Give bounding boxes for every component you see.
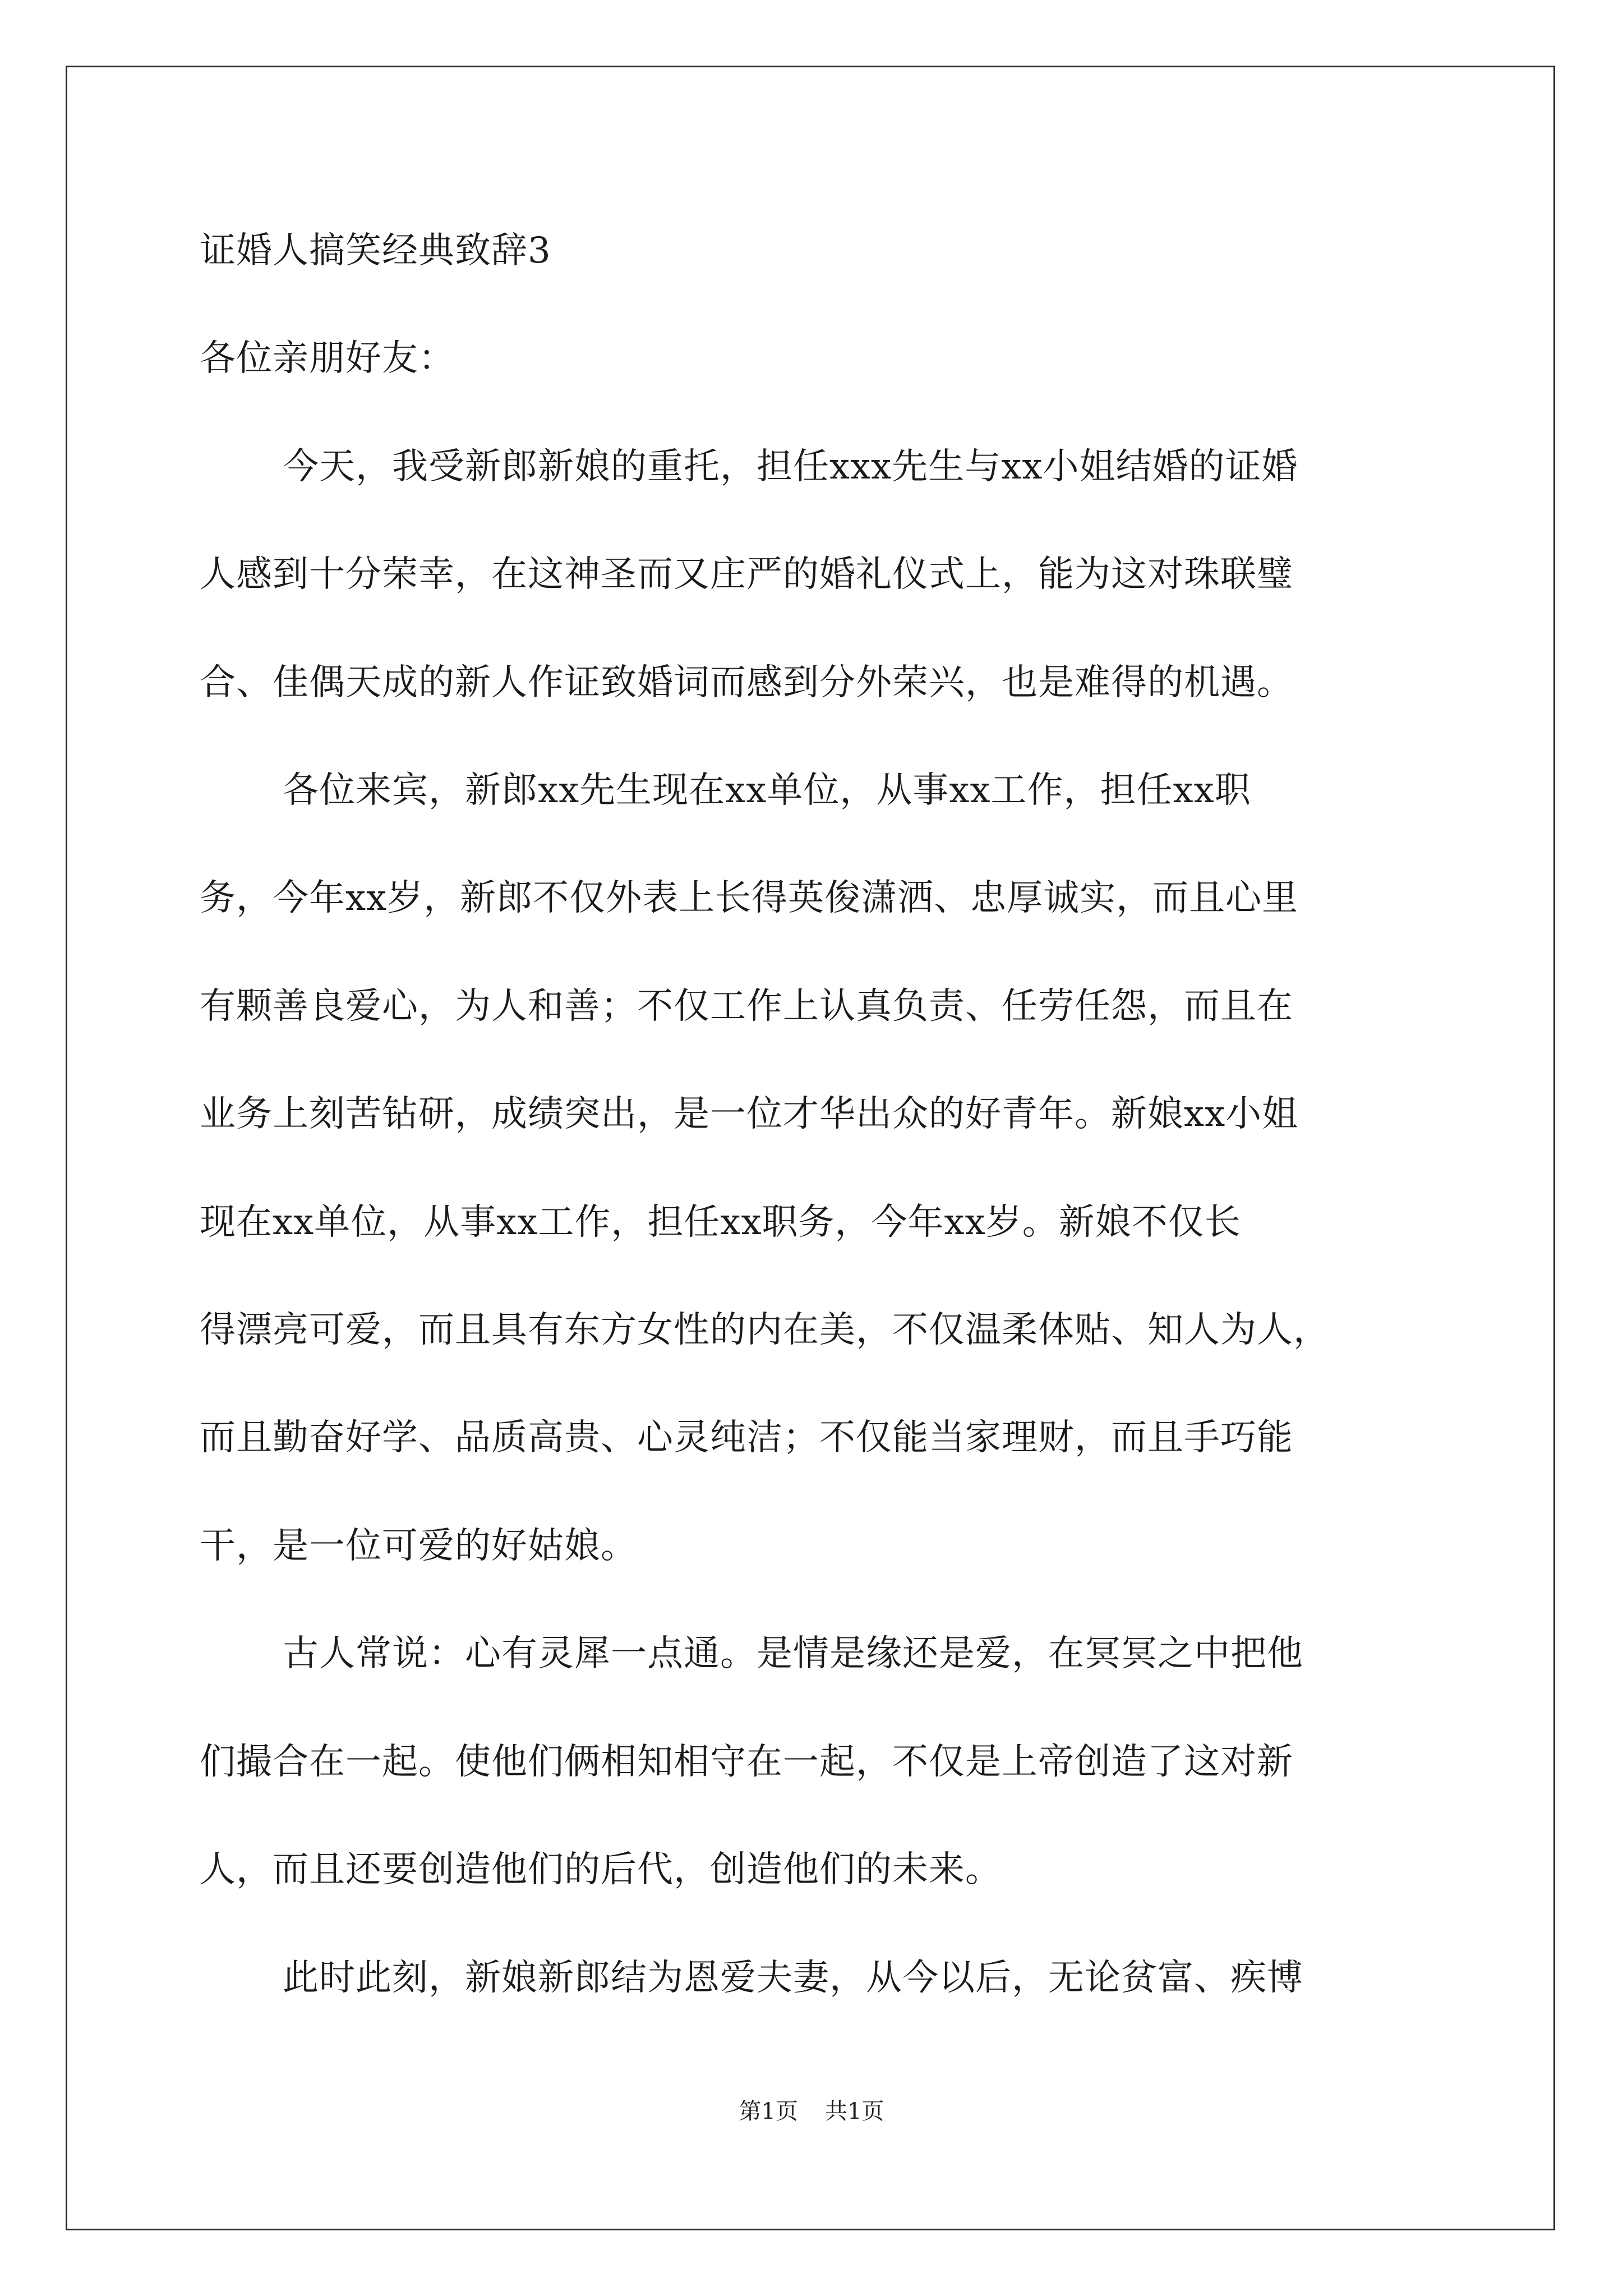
page-number: 第1页: [739, 2099, 798, 2124]
greeting: 各位亲朋好友：: [200, 338, 455, 379]
paragraph-2-line-3: 有颗善良爱心，为人和善；不仅工作上认真负责、任劳任怨，而且在: [200, 986, 1293, 1027]
paragraph-2-line-7: 而且勤奋好学、品质高贵、心灵纯洁；不仅能当家理财，而且手巧能: [200, 1417, 1293, 1458]
page-footer: [0, 2100, 1623, 2123]
paragraph-1-line-1: 今天，我受新郎新娘的重托，担任xxx先生与xx小姐结婚的证婚: [283, 446, 1298, 487]
paragraph-3-line-3: 人，而且还要创造他们的后代，创造他们的未来。: [200, 1849, 1002, 1890]
paragraph-2-line-4: 业务上刻苦钻研，成绩突出，是一位才华出众的好青年。新娘xx小姐: [200, 1093, 1299, 1135]
paragraph-1-line-2: 人感到十分荣幸，在这神圣而又庄严的婚礼仪式上，能为这对珠联璧: [200, 554, 1293, 595]
paragraph-2-line-5: 现在xx单位，从事xx工作，担任xx职务，今年xx岁。新娘不仅长: [200, 1202, 1241, 1243]
document-title: 证婚人搞笑经典致辞3: [200, 230, 551, 272]
paragraph-3-line-2: 们撮合在一起。使他们俩相知相守在一起，不仅是上帝创造了这对新: [200, 1741, 1293, 1783]
paragraph-2-line-8: 干，是一位可爱的好姑娘。: [200, 1525, 637, 1567]
paragraph-2-line-2: 务，今年xx岁，新郎不仅外表上长得英俊潇洒、忠厚诚实，而且心里: [200, 877, 1299, 919]
paragraph-2-line-6: 得漂亮可爱，而且具有东方女性的内在美，不仅温柔体贴、知人为人，: [200, 1309, 1330, 1351]
paragraph-1-line-3: 合、佳偶天成的新人作证致婚词而感到分外荣兴，也是难得的机遇。: [200, 662, 1293, 703]
paragraph-4-line-1: 此时此刻，新娘新郎结为恩爱夫妻，从今以后，无论贫富、疾博: [283, 1957, 1303, 1999]
paragraph-2-line-1: 各位来宾，新郎xx先生现在xx单位，从事xx工作，担任xx职: [283, 770, 1251, 811]
page-border: [66, 66, 1555, 2230]
paragraph-3-line-1: 古人常说：心有灵犀一点通。是情是缘还是爱，在冥冥之中把他: [283, 1633, 1303, 1674]
page-total: 共1页: [825, 2099, 884, 2124]
